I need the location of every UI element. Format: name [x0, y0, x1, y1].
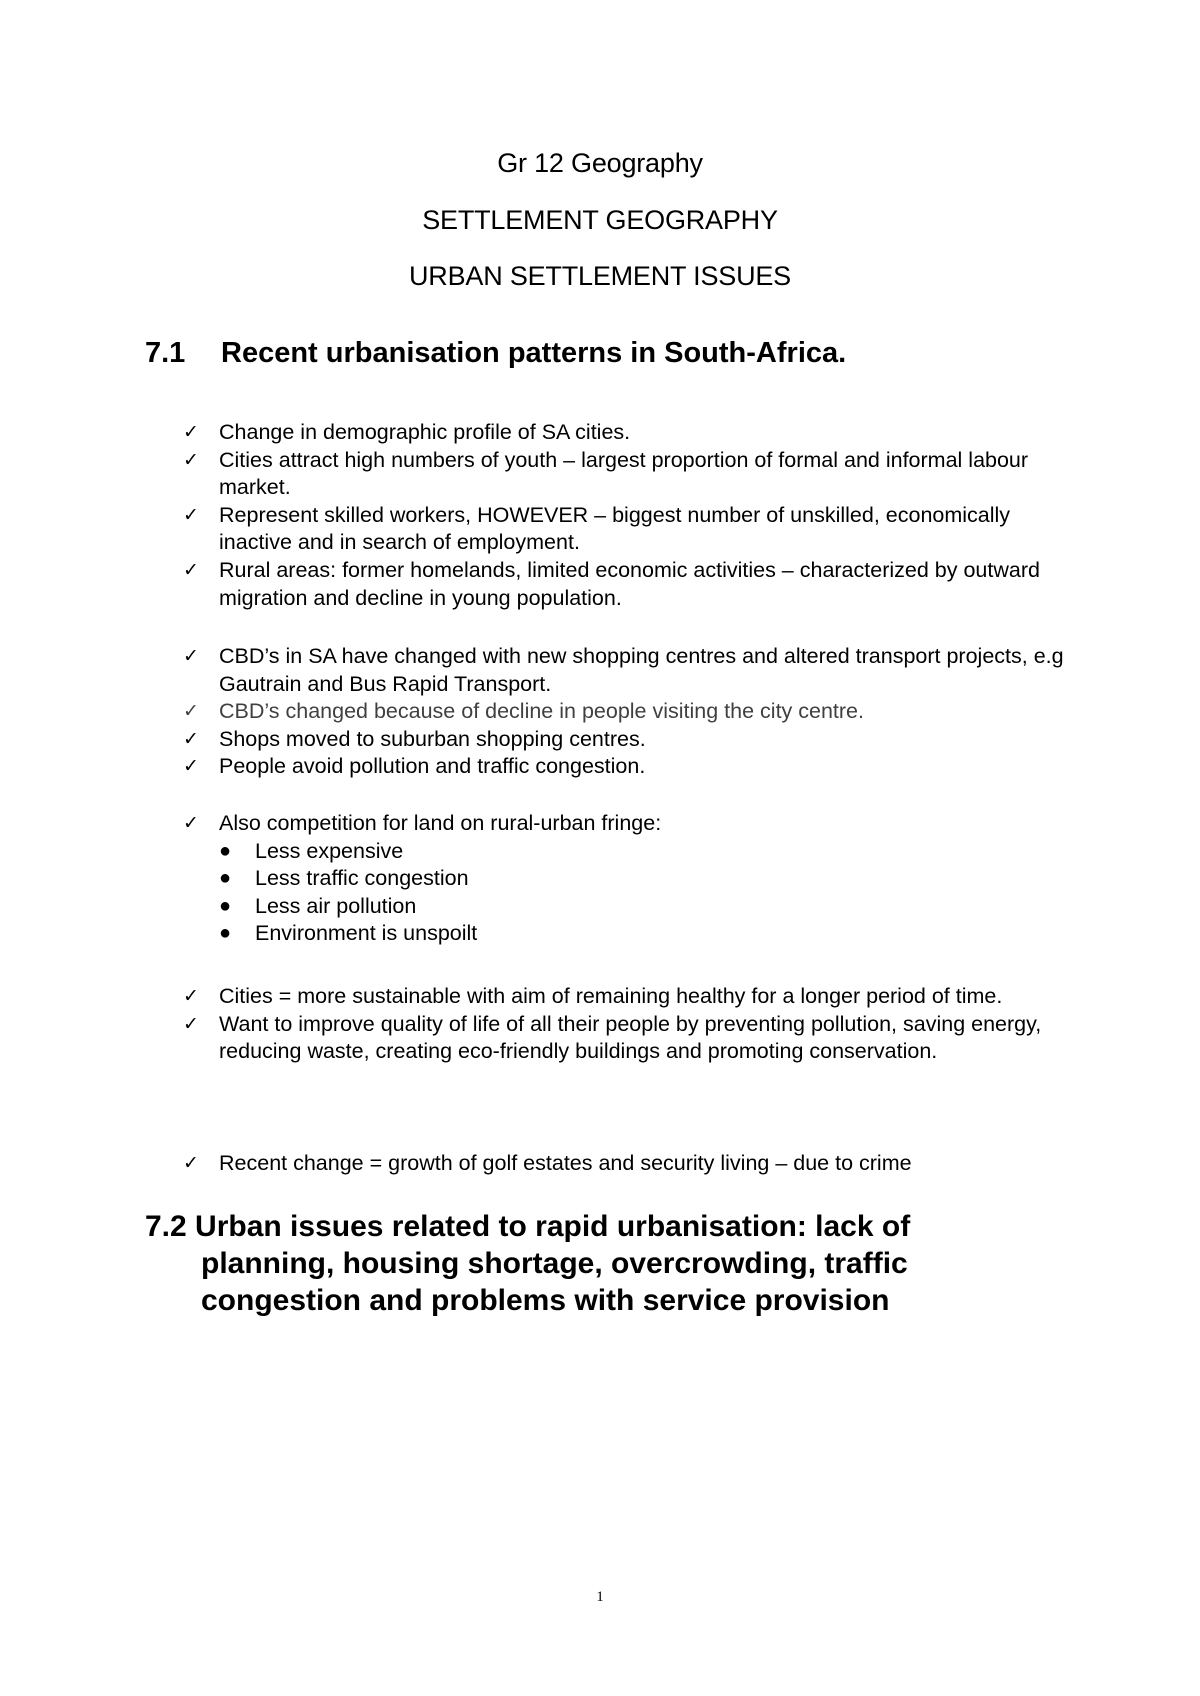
checkmark-icon: ✓ [183, 558, 199, 581]
checklist-recent-change [183, 1150, 1083, 1178]
checkmark-icon: ✓ [183, 503, 199, 526]
list-item-text: People avoid pollution and traffic congestion. [219, 754, 646, 779]
checkmark-icon: ✓ [183, 985, 199, 1007]
sub-list-item [219, 838, 1083, 866]
section-7-2-line-3: congestion and problems with service provision [201, 1284, 890, 1317]
list-item-text: CBD’s in SA have changed with new shopping centres and altered transport projects, e.g Gautrain and Bus Rapid Transport. [219, 644, 1064, 696]
list-item-text: Cities attract high numbers of youth – largest proportion of formal and informal labour market. [219, 447, 1029, 500]
checklist-rural-urban-fringe [183, 810, 1083, 948]
list-item [183, 1150, 1083, 1178]
topic-title: SETTLEMENT GEOGRAPHY [422, 205, 778, 235]
bullet-icon: ● [219, 922, 232, 945]
bullet-icon: ● [219, 867, 232, 890]
page-number: 1 [596, 1589, 604, 1605]
section-7-1-title: Recent urbanisation patterns in South-Africa. [221, 337, 847, 369]
list-item-text: CBD’s changed because of decline in people visiting the city centre. [219, 699, 864, 724]
checkmark-icon: ✓ [183, 812, 199, 834]
section-7-1-heading [145, 337, 846, 370]
checkmark-icon: ✓ [183, 700, 199, 723]
checkmark-icon: ✓ [183, 727, 199, 750]
sub-list-item-text: Environment is unspoilt [255, 921, 478, 946]
list-item [183, 1011, 1083, 1066]
sub-list-item-text: Less traffic congestion [255, 866, 469, 891]
list-item [183, 810, 1083, 948]
sub-list-item [219, 920, 1083, 948]
list-item-text: Represent skilled workers, HOWEVER – biggest number of unskilled, economically inactive and in search of employment. [219, 502, 1011, 555]
course-title: Gr 12 Geography [497, 148, 703, 178]
list-item [183, 726, 1083, 754]
list-item [183, 643, 1083, 698]
list-item [183, 557, 1083, 612]
list-item [183, 502, 1083, 557]
checkmark-icon: ✓ [183, 1152, 199, 1174]
subtopic-title: URBAN SETTLEMENT ISSUES [409, 261, 791, 291]
list-item [183, 447, 1083, 502]
sub-list-item-text: Less air pollution [255, 893, 417, 918]
checklist-sustainability [183, 983, 1083, 1066]
sub-list-item [219, 865, 1083, 893]
bullet-icon: ● [219, 839, 232, 862]
checkmark-icon: ✓ [183, 645, 199, 667]
checkmark-icon: ✓ [183, 421, 199, 443]
list-item-text: Recent change = growth of golf estates and security living – due to crime [219, 1151, 912, 1175]
checklist-cbd-changes [183, 643, 1083, 781]
section-7-2-line-1: 7.2 Urban issues related to rapid urbanisation: lack of [145, 1210, 911, 1243]
list-item-text: Change in demographic profile of SA cities. [219, 420, 631, 444]
sub-list-item [219, 893, 1083, 921]
list-item-text: Rural areas: former homelands, limited economic activities – characterized by outward migration and decline in young population. [219, 557, 1040, 610]
list-item-text: Also competition for land on rural-urban fringe: [219, 811, 662, 835]
sub-list-item-text: Less expensive [255, 838, 404, 863]
section-7-1-number: 7.1 [145, 337, 186, 369]
section-7-2-line-2: planning, housing shortage, overcrowding, traffic [201, 1247, 908, 1280]
bullet-icon: ● [219, 894, 232, 917]
checkmark-icon: ✓ [183, 1012, 199, 1035]
list-item-text: Shops moved to suburban shopping centres. [219, 726, 646, 751]
list-item-text: Want to improve quality of life of all their people by preventing pollution, saving energy, reducing waste, creating eco-friendly buildings and promoting conservation. [219, 1011, 1042, 1064]
list-item [183, 698, 1083, 726]
checkmark-icon: ✓ [183, 448, 199, 471]
fringe-advantages-list [219, 838, 1083, 948]
checklist-demographics [183, 419, 1083, 612]
list-item [183, 983, 1083, 1011]
list-item [183, 419, 1083, 447]
list-item-text: Cities = more sustainable with aim of remaining healthy for a longer period of time. [219, 984, 1003, 1008]
checkmark-icon: ✓ [183, 755, 199, 778]
list-item [183, 753, 1083, 781]
section-7-2-heading [145, 1208, 1045, 1319]
